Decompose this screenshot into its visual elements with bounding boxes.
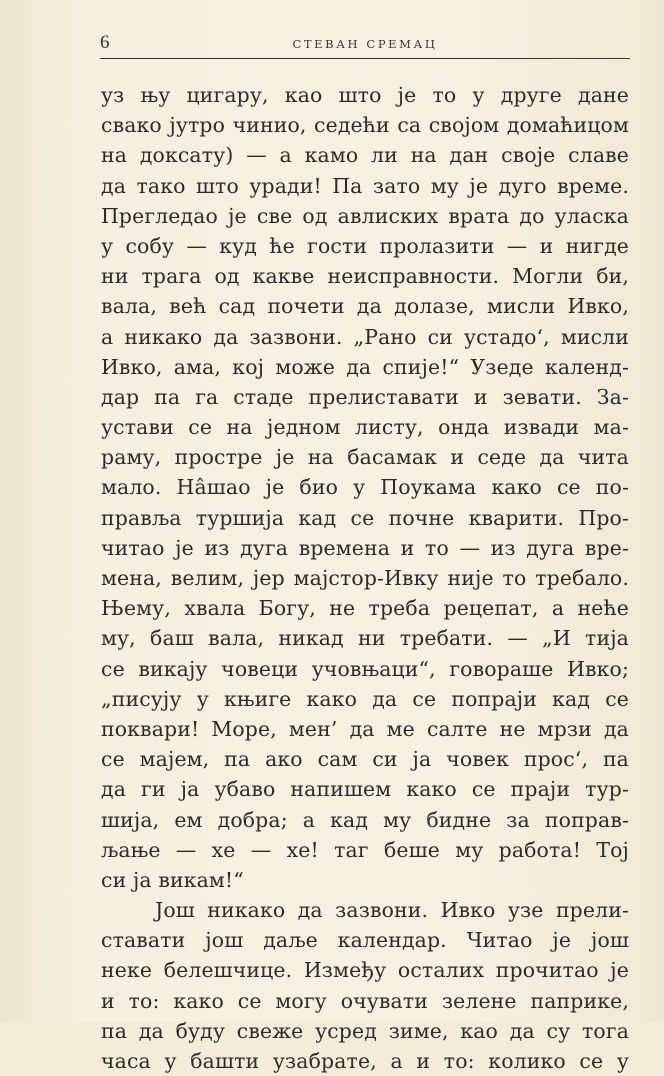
page-number: 6 bbox=[100, 32, 110, 53]
text-line: се мајем, па ако сам си ја човек прос‘, па bbox=[101, 747, 629, 772]
text-line: да ги ја убаво напишем како се праји тур- bbox=[101, 777, 629, 802]
running-head-author: СТЕВАН СРЕМАЦ bbox=[292, 37, 438, 51]
text-line: мало. На̂шао је био у Поукама како се по- bbox=[101, 475, 629, 500]
text-line: Прегледао је све од авлиских врата до уласка bbox=[101, 203, 629, 228]
paragraph-2 bbox=[101, 895, 629, 1076]
text-line: на доксату) — а камо ли на дан своје славе bbox=[101, 143, 629, 168]
text-line: читао је из дуга времена и то — из дуга вре- bbox=[101, 535, 629, 560]
text-line: неке белешчице. Између осталих прочитао је bbox=[101, 958, 629, 983]
text-line: Њему, хвала Богу, не треба рецепат, а неће bbox=[101, 596, 629, 621]
text-line: часа у башти узабрате, а и то: колико се у bbox=[101, 1049, 629, 1073]
text-line: у собу — куд ће гости пролазити — и нигде bbox=[101, 233, 629, 258]
text-line: и то: како се могу очувати зелене паприке, bbox=[101, 988, 629, 1013]
text-line: прављa туршија кад се почне кварити. Про- bbox=[101, 505, 629, 530]
text-line: ни трага од какве неисправности. Могли би, bbox=[101, 264, 629, 289]
text-line: свако јутро чинио, седећи са својом домаћицом bbox=[101, 113, 629, 138]
text-line: вала, већ сад почети да долазе, мисли Ивко, bbox=[101, 294, 629, 319]
text-line: па да буду свеже усред зиме, као да су тога bbox=[101, 1018, 629, 1043]
text-line: поквари! Море, мен’ да ме салте не мрзи да bbox=[101, 716, 629, 741]
text-line: „писују у књиге како да се попраји кад се bbox=[101, 686, 629, 711]
paragraph-1 bbox=[101, 80, 629, 895]
text-line: уз њу цигару, као што је то у друге дане bbox=[101, 83, 629, 107]
body-text bbox=[101, 80, 629, 1076]
text-line: да тако што уради! Па зато му је дуго време. bbox=[101, 173, 629, 198]
text-line: дар па га стаде прелиставати и зевати. За- bbox=[101, 384, 629, 409]
text-line: шија, ем добра; а кад му бидне за поправ- bbox=[101, 807, 629, 832]
page-header bbox=[100, 30, 630, 59]
text-line: се викају човеци учовњаци“, говораше Ивко; bbox=[101, 656, 629, 681]
text-line: Још никако да зазвони. Ивко узе прели- bbox=[155, 898, 629, 923]
text-line: му, баш вала, никад ни требати. — „И тија bbox=[101, 626, 629, 651]
text-line: Ивко, ама, кој може да спије!“ Узеде календ- bbox=[101, 354, 629, 379]
text-line: љање — хе — хе! таг беше му работа! Тој bbox=[101, 837, 629, 862]
text-line: а никако да зазвони. „Рано си устадо‘, мисли bbox=[101, 324, 629, 349]
text-line: ставати још даље календар. Читао је још bbox=[101, 928, 629, 953]
text-line: устави се на једном листу, онда извади ма- bbox=[101, 415, 629, 440]
text-line: си ја викам!“ bbox=[101, 867, 244, 892]
text-line: раму, простре је на басамак и седе да чита bbox=[101, 445, 629, 470]
text-line: мена, велим, јер мајстор-Ивку није то требало. bbox=[101, 566, 629, 590]
